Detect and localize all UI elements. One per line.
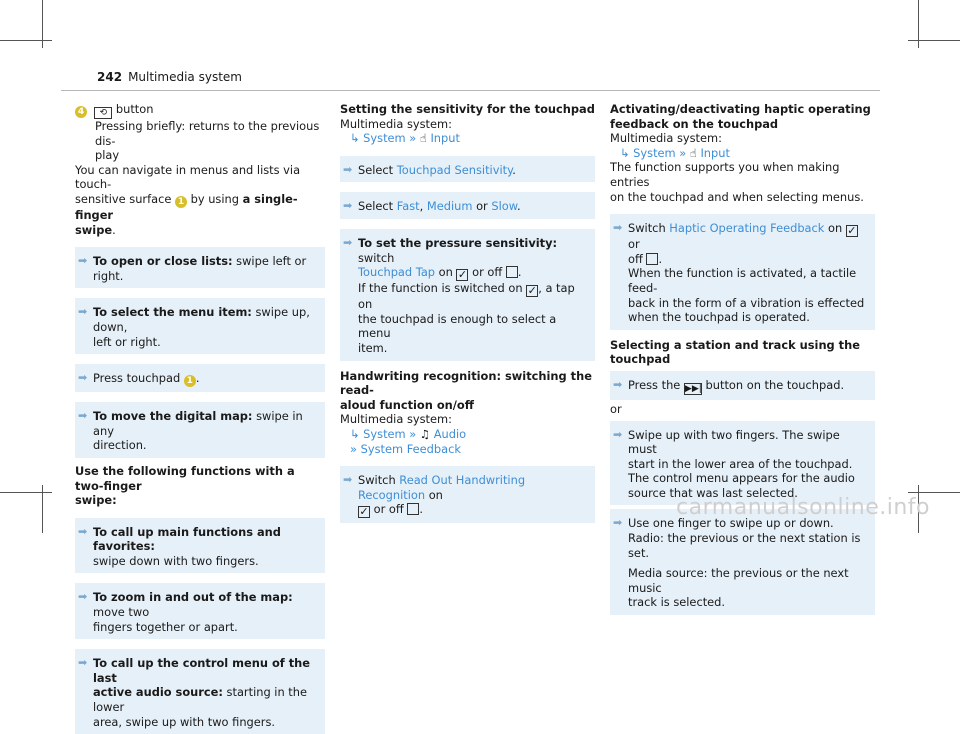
heading: feedback on the touchpad (610, 116, 779, 131)
audio-icon: ♫ (419, 426, 431, 441)
arrow-icon: ➡ (613, 427, 623, 441)
arrow-icon: ➡ (343, 235, 353, 249)
skip-forward-icon: ▶▶| (684, 383, 702, 394)
bullet-pressure: ➡ To set the pressure sensitivity: switch Touchpad Tap on ✓ or off . If the function is switched on ✓, a tap on the touchpad is enough to select a menu item. (340, 229, 595, 361)
touch-icon: ☝ (689, 145, 697, 160)
arrow-icon: ➡ (78, 371, 88, 385)
column-2: Setting the sensitivity for the touchpad Multimedia system: ↳ System » ☝ Input ➡ Select Touchpad Sensitivity. ➡ Select Fast, Medium or Slow. ➡ To set the pressure sensitivity: switch Touchpad Tap on ✓ or off . If the function is switched on ✓, a tap on the touchpad is enough to select a menu item. Handwriting recognition: switching the read- aloud function on/off Multimedia system: ↳ System » ♫ Audio » System Feedback ➡ Switch Read Out Handwriting Recognition on ✓ or off . (340, 102, 595, 523)
crop-mark (918, 0, 919, 48)
heading: Handwriting recognition: switching the read- (340, 368, 592, 398)
arrow-icon: ➡ (343, 199, 353, 213)
bullet-speed: ➡ Select Fast, Medium or Slow. (340, 192, 595, 219)
bullet-select-item: ➡ To select the menu item: swipe up, down, left or right. (75, 298, 325, 354)
column-1: 4 ⟲ button Pressing briefly: returns to the previous dis- play You can navigate in menus and lists via touch- sensitive surface 1 by using a single-finger swipe. ➡ To open or close lists: swipe left or right. ➡ To select the menu item: swipe up, down, left or right. ➡ Press touchpad 1 . ➡ To move the digital map: swipe in any direction. Use the following functions with a two-finger swipe: ➡ To call up main functions and favorites: swipe down with two fingers. ➡ To zoom in and out of the map: move two fingers together or apart. ➡ To call up the control menu of the last active audio source: starting in the lower area, swipe up with two fingers. (75, 102, 325, 734)
nav-arrow-icon: ↳ (620, 145, 630, 160)
checkbox-empty-icon (506, 266, 518, 278)
back-button-icon: ⟲ (94, 107, 112, 119)
checkbox-empty-icon (646, 253, 658, 265)
crop-mark (42, 0, 43, 48)
bullet-move-map: ➡ To move the digital map: swipe in any direction. (75, 402, 325, 458)
intro-text: You can navigate in menus and lists via touch- (75, 162, 301, 192)
section-title: Multimedia system (128, 70, 242, 84)
bullet-haptic: ➡ Switch Haptic Operating Feedback on ✓ or off . When the function is activated, a tactile feed- back in the form of a vibration is effected when the touchpad is operated. (610, 214, 875, 330)
arrow-icon: ➡ (343, 473, 353, 487)
page-header (97, 70, 242, 85)
bullet-press-skip: ➡ Press the ▶▶| button on the touchpad. (610, 371, 875, 400)
subheading: swipe: (75, 493, 117, 508)
heading: Setting the sensitivity for the touchpad (340, 102, 595, 116)
bullet-open-close: ➡ To open or close lists: swipe left or right. (75, 247, 325, 288)
arrow-icon: ➡ (78, 254, 88, 268)
crop-mark (908, 40, 960, 41)
arrow-icon: ➡ (613, 516, 623, 530)
bullet-swipe-two: ➡ Swipe up with two fingers. The swipe must start in the lower area of the touchpad. The control menu appears for the audio source that was last selected. (610, 421, 875, 506)
bullet-read-out: ➡ Switch Read Out Handwriting Recognition on ✓ or off . (340, 466, 595, 523)
bullet-zoom: ➡ To zoom in and out of the map: move two fingers together or apart. (75, 583, 325, 639)
arrow-icon: ➡ (78, 524, 88, 538)
page-number: 242 (97, 70, 123, 84)
nav-arrow-icon: ↳ (350, 131, 360, 146)
arrow-icon: ➡ (78, 409, 88, 423)
checkbox-checked-icon: ✓ (847, 224, 857, 238)
column-3: Activating/deactivating haptic operating feedback on the touchpad Multimedia system: ↳ System » ☝ Input The function supports you when making entries on the touchpad and when selecting menus. ➡ Switch Haptic Operating Feedback on ✓ or off . When the function is activated, a tactile feed- back in the form of a vibration is effected when the touchpad is operated. Selecting a station and track using the touchpad ➡ Press the ▶▶| button on the touchpad. or ➡ Swipe up with two fingers. The swipe must start in the lower area of the touchpad. The control menu appears for the audio source that was last selected. ➡ Use one finger to swipe up or down. Radio: the previous or the next station is set. Media source: the previous or the next music track is selected. (610, 102, 875, 615)
bullet-swipe-one: ➡ Use one finger to swipe up or down. Radio: the previous or the next station is set. Media source: the previous or the next music track is selected. (610, 509, 875, 615)
heading: touchpad (610, 352, 671, 367)
callout-1: 1 (175, 196, 187, 208)
bullet-touchpad-sensitivity: ➡ Select Touchpad Sensitivity. (340, 156, 595, 183)
crop-mark (0, 40, 52, 41)
arrow-icon: ➡ (343, 162, 353, 176)
item-desc: play (95, 148, 120, 163)
arrow-icon: ➡ (78, 305, 88, 319)
bullet-main-functions: ➡ To call up main functions and favorites: swipe down with two fingers. (75, 518, 325, 574)
subheading: Use the following functions with a two-finger (75, 463, 295, 493)
header-rule (61, 90, 880, 91)
checkbox-checked-icon: ✓ (359, 505, 369, 519)
arrow-icon: ➡ (78, 656, 88, 670)
touch-icon: ☝ (419, 131, 427, 146)
crop-mark (0, 492, 52, 493)
heading: Activating/deactivating haptic operating (610, 102, 871, 116)
bullet-press-touchpad: ➡ Press touchpad 1 . (75, 364, 325, 392)
nav-system[interactable]: System (363, 131, 406, 146)
checkbox-checked-icon: ✓ (457, 268, 468, 282)
heading: Selecting a station and track using the (610, 337, 860, 352)
arrow-icon: ➡ (613, 221, 623, 235)
checkbox-checked-icon: ✓ (527, 284, 537, 298)
heading: aloud function on/off (340, 397, 474, 412)
crop-mark (908, 492, 960, 493)
arrow-icon: ➡ (78, 590, 88, 604)
arrow-icon: ➡ (613, 377, 623, 391)
item-desc: Pressing briefly: returns to the previous dis- (95, 119, 320, 148)
callout-4: 4 (75, 106, 87, 118)
watermark: carmanualsonline.info (676, 495, 930, 520)
nav-input[interactable]: Input (430, 131, 460, 146)
nav-arrow-icon: ↳ (350, 426, 360, 441)
bullet-control-menu: ➡ To call up the control menu of the last active audio source: starting in the lower area, swipe up with two fingers. (75, 649, 325, 734)
